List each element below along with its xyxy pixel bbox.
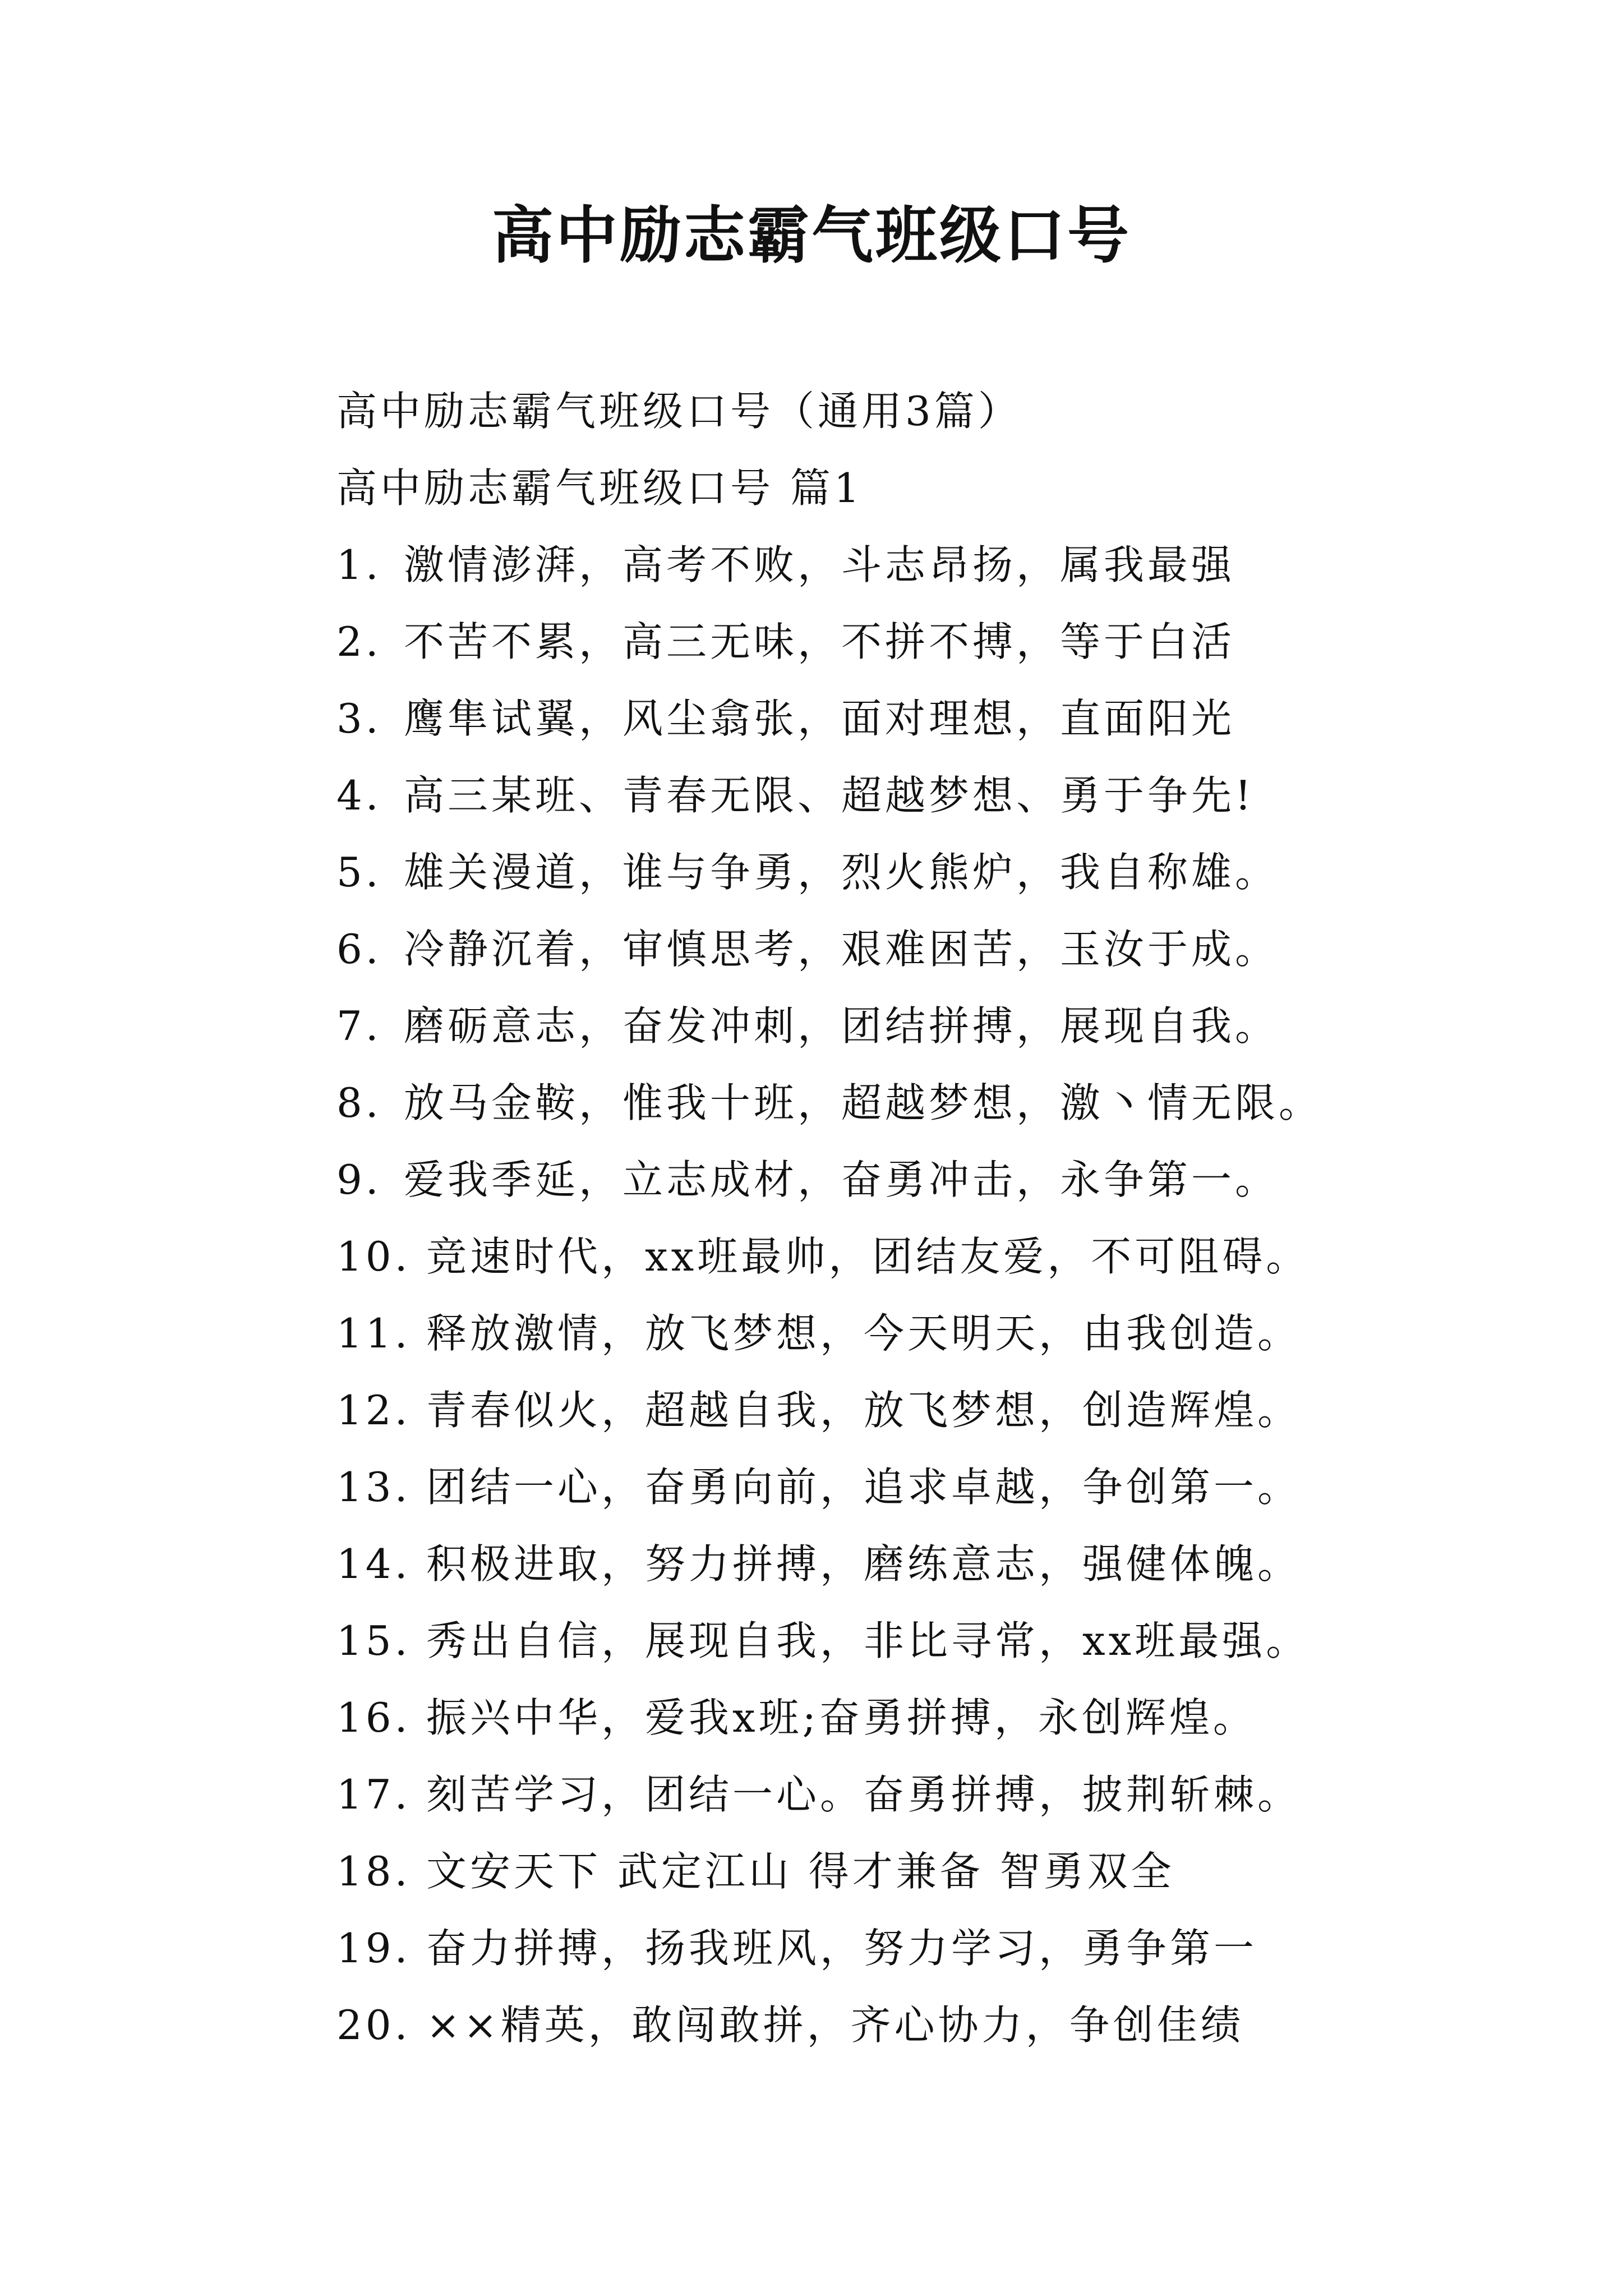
list-item bbox=[336, 1603, 1542, 1680]
item-text: 释放激情，放飞梦想，今天明天，由我创造。 bbox=[426, 1310, 1302, 1357]
list-item bbox=[336, 1295, 1542, 1372]
item-number: 7. bbox=[336, 1002, 382, 1050]
list-item bbox=[336, 911, 1542, 988]
item-text: 奋力拼搏，扬我班风，努力学习，勇争第一 bbox=[426, 1925, 1258, 1972]
item-number: 3. bbox=[336, 695, 382, 742]
item-text: 秀出自信，展现自我，非比寻常，xx班最强。 bbox=[426, 1617, 1310, 1664]
item-number: 15. bbox=[336, 1617, 411, 1664]
list-item bbox=[336, 1218, 1542, 1295]
list-item bbox=[336, 1526, 1542, 1603]
item-number: 18. bbox=[336, 1848, 411, 1895]
item-text: 不苦不累，高三无味，不拼不搏，等于白活 bbox=[404, 618, 1235, 665]
list-item bbox=[336, 1065, 1542, 1142]
list-item bbox=[336, 680, 1542, 757]
item-number: 20. bbox=[336, 2001, 411, 2049]
item-number: 13. bbox=[336, 1464, 411, 1511]
document-body bbox=[336, 373, 1542, 2064]
list-item bbox=[336, 1910, 1542, 1987]
list-item bbox=[336, 1372, 1542, 1449]
item-number: 19. bbox=[336, 1925, 411, 1972]
item-number: 11. bbox=[336, 1310, 411, 1357]
item-number: 12. bbox=[336, 1387, 411, 1434]
item-text: ××精英，敢闯敢拼，齐心协力，争创佳绩 bbox=[426, 2001, 1244, 2049]
list-item bbox=[336, 1756, 1542, 1833]
item-number: 6. bbox=[336, 926, 382, 973]
item-number: 10. bbox=[336, 1233, 411, 1280]
item-text: 团结一心，奋勇向前，追求卓越，争创第一。 bbox=[426, 1464, 1302, 1511]
item-text: 竞速时代，xx班最帅，团结友爱，不可阻碍。 bbox=[426, 1233, 1310, 1280]
list-item bbox=[336, 527, 1542, 604]
item-number: 9. bbox=[336, 1156, 382, 1203]
list-item bbox=[336, 1833, 1542, 1910]
list-item bbox=[336, 988, 1542, 1065]
list-item bbox=[336, 604, 1542, 680]
item-number: 17. bbox=[336, 1771, 411, 1818]
list-item bbox=[336, 757, 1542, 834]
item-number: 16. bbox=[336, 1694, 411, 1741]
item-number: 2. bbox=[336, 618, 382, 665]
list-item bbox=[336, 1449, 1542, 1526]
item-text: 放马金鞍，惟我十班，超越梦想，激丶情无限。 bbox=[404, 1079, 1323, 1126]
list-item bbox=[336, 1680, 1542, 1756]
item-number: 5. bbox=[336, 849, 382, 896]
list-item bbox=[336, 1142, 1542, 1218]
item-text: 冷静沉着，审慎思考，艰难困苦，玉汝于成。 bbox=[404, 926, 1279, 973]
item-text: 刻苦学习，团结一心。奋勇拼搏，披荆斩棘。 bbox=[426, 1771, 1302, 1818]
item-number: 1. bbox=[336, 541, 382, 588]
item-text: 磨砺意志，奋发冲刺，团结拼搏，展现自我。 bbox=[404, 1002, 1279, 1050]
item-number: 4. bbox=[336, 772, 382, 819]
item-text: 青春似火，超越自我，放飞梦想，创造辉煌。 bbox=[426, 1387, 1302, 1434]
item-text: 积极进取，努力拼搏，磨练意志，强健体魄。 bbox=[426, 1540, 1302, 1588]
subtitle: 高中励志霸气班级口号（通用3篇） bbox=[336, 388, 1022, 435]
item-number: 8. bbox=[336, 1079, 382, 1126]
list-item bbox=[336, 834, 1542, 911]
item-text: 爱我季延，立志成材，奋勇冲击，永争第一。 bbox=[404, 1156, 1279, 1203]
item-number: 14. bbox=[336, 1540, 411, 1588]
item-text: 鹰隼试翼，风尘翕张，面对理想，直面阳光 bbox=[404, 695, 1235, 742]
item-text: 文安天下 武定江山 得才兼备 智勇双全 bbox=[426, 1848, 1175, 1895]
section-heading: 高中励志霸气班级口号 篇1 bbox=[336, 464, 863, 512]
document-title: 高中励志霸气班级口号 bbox=[492, 199, 1131, 272]
item-text: 雄关漫道，谁与争勇，烈火熊炉，我自称雄。 bbox=[404, 849, 1279, 896]
item-text: 振兴中华，爱我x班;奋勇拼搏，永创辉煌。 bbox=[426, 1694, 1257, 1741]
item-text: 高三某班、青春无限、超越梦想、勇于争先! bbox=[404, 772, 1255, 819]
list-item bbox=[336, 1987, 1542, 2064]
item-text: 激情澎湃，高考不败，斗志昂扬，属我最强 bbox=[404, 541, 1235, 588]
